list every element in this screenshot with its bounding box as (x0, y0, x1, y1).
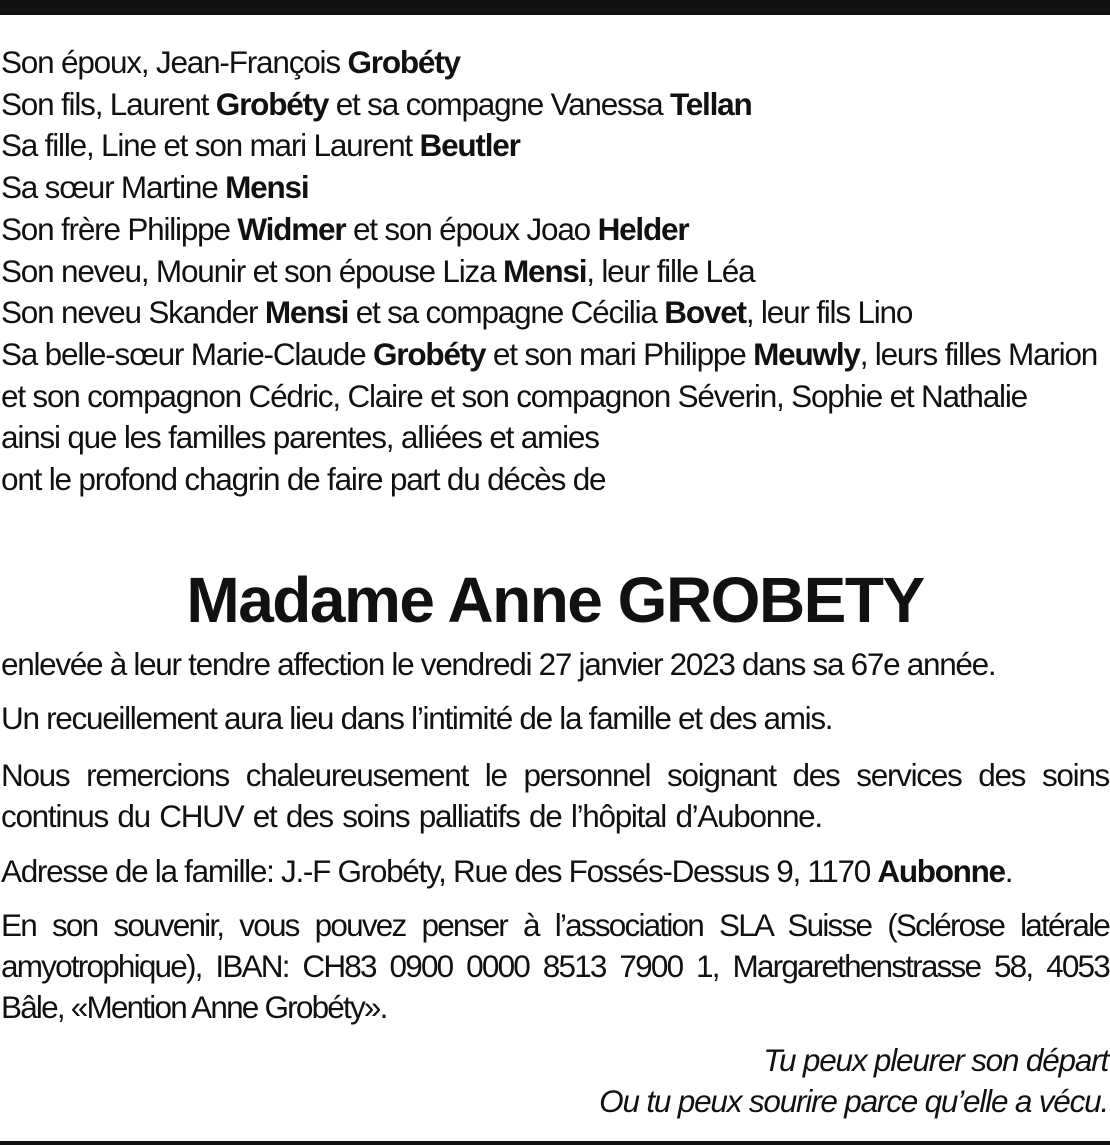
mourner-text: Sa sœur Martine (1, 169, 226, 206)
mourner-text: , leur fille Léa (586, 252, 755, 289)
top-rule (0, 0, 1110, 15)
address-text: Adresse de la famille: J.-F Grobéty, Rue des Fossés-Dessus 9, 1170 (1, 853, 878, 889)
mourner-line (1, 251, 1109, 293)
mourner-line (1, 42, 1109, 84)
mourner-line (1, 417, 1109, 459)
address-end: . (1004, 853, 1013, 889)
mourner-text: et sa compagne Cécilia (348, 294, 665, 331)
mourner-text: Sa belle-sœur Marie-Claude (1, 335, 373, 372)
family-surname: Grobéty (215, 85, 329, 122)
poem-line-2: Ou tu peux sourire parce qu’elle a vécu. (599, 1083, 1108, 1119)
mourner-line (1, 209, 1109, 251)
mourner-text: Son frère Philippe (1, 210, 238, 247)
family-surname: Bovet (664, 294, 746, 331)
mourner-text: Sa fille, Line et son mari Laurent (1, 127, 420, 164)
family-surname: Grobéty (373, 335, 486, 372)
family-surname: Meuwly (753, 335, 860, 372)
family-surname: Mensi (264, 294, 349, 331)
mourners-list (1, 42, 1109, 501)
ceremony-notice: Un recueillement aura lieu dans l’intimité de la famille et des amis. (1, 700, 833, 736)
family-surname: Widmer (237, 210, 346, 247)
mourner-line (1, 125, 1109, 167)
mourner-line (1, 292, 1109, 334)
death-announcement: enlevée à leur tendre affection le vendredi 27 janvier 2023 dans sa 67e année. (1, 646, 996, 682)
deceased-name: Madame Anne GROBETY (186, 564, 924, 636)
donation-paragraph: En son souvenir, vous pouvez penser à l’association SLA Suisse (Sclérose latérale amyotrophique), IBAN: CH83 0900 0000 8513 7900 1, Margarethenstrasse 58, 4053 Bâle, «Mention Anne Grobéty». (1, 907, 1109, 1025)
mourner-text: Son neveu, Mounir et son épouse Liza (1, 252, 503, 289)
family-surname: Mensi (225, 169, 309, 206)
poem-line-1: Tu peux pleurer son départ (763, 1042, 1108, 1078)
closing-poem (599, 1040, 1108, 1122)
mourner-text: , leur fils Lino (745, 294, 913, 331)
mourner-line (1, 334, 1109, 417)
mourner-text: ont le profond chagrin de faire part du décès de (1, 461, 606, 498)
address-city: Aubonne (877, 853, 1005, 889)
mourner-text: et son époux Joao (345, 210, 598, 247)
family-address (1, 851, 1109, 892)
thanks-paragraph: Nous remercions chaleureusement le personnel soignant des services des soins continus du CHUV et des soins palliatifs de l’hôpital d’Aubonne. (1, 757, 1109, 834)
mourner-line (1, 459, 1109, 501)
family-surname: Helder (597, 210, 689, 247)
mourner-text: , leurs filles Marion et son compagnon Cédric, Claire et son compagnon Séverin, Sophie et Nathalie (1, 335, 1098, 414)
mourner-line (1, 84, 1109, 126)
mourner-text: Son fils, Laurent (1, 85, 216, 122)
mourner-text: et sa compagne Vanessa (328, 85, 671, 122)
mourner-line (1, 167, 1109, 209)
mourner-text: et son mari Philippe (485, 335, 754, 372)
mourner-text: Son époux, Jean-François (1, 44, 348, 80)
family-surname: Mensi (502, 252, 587, 289)
bottom-rule (0, 1141, 1110, 1145)
family-surname: Beutler (419, 127, 520, 164)
mourner-text: ainsi que les familles parentes, alliées et amies (1, 419, 599, 456)
mourner-text: Son neveu Skander (1, 294, 265, 331)
family-surname: Tellan (670, 85, 752, 122)
family-surname: Grobéty (347, 44, 460, 80)
